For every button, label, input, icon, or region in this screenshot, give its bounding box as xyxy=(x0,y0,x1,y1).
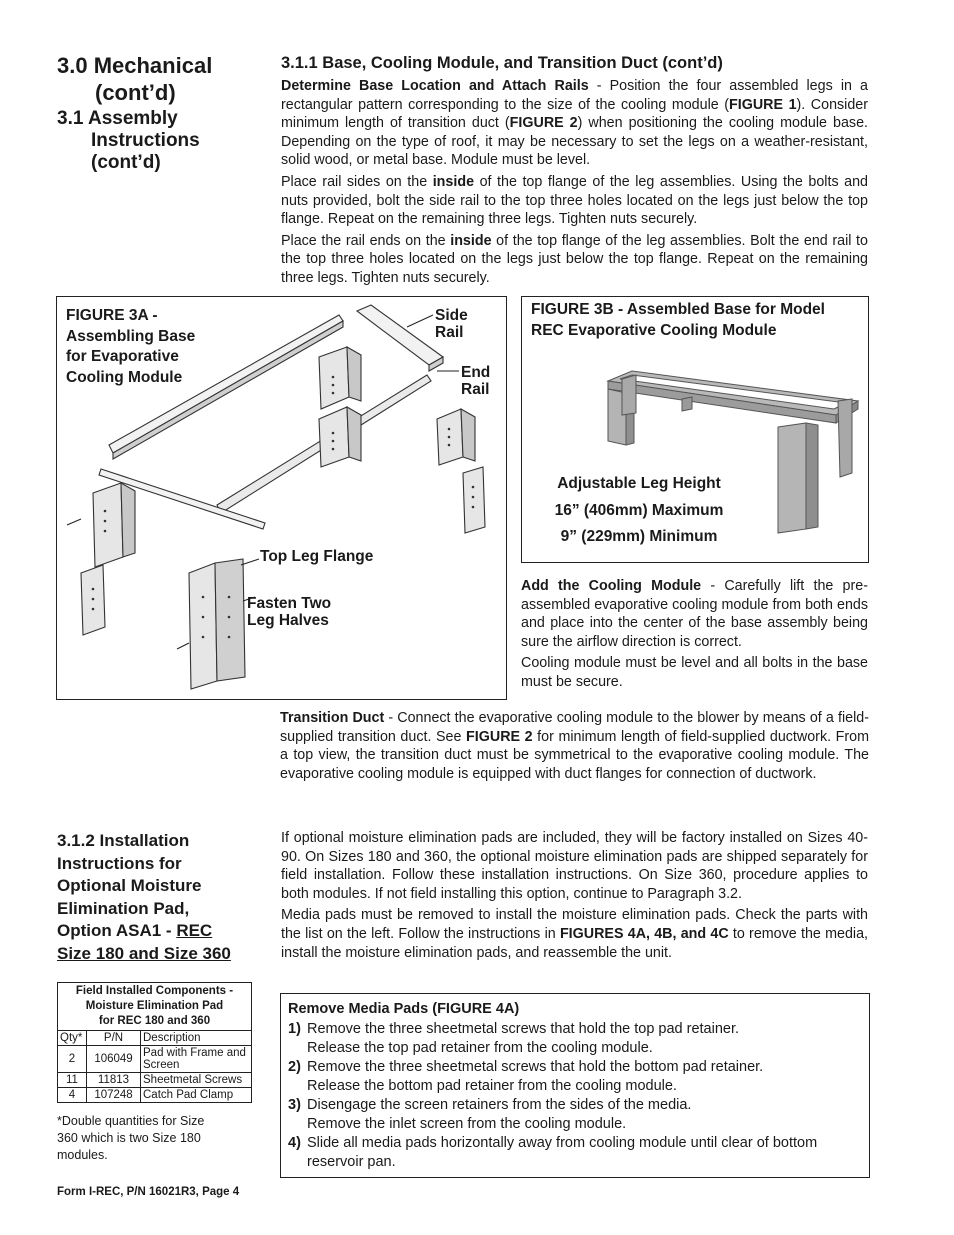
figure-3a xyxy=(56,296,507,700)
step-3-number: 3) xyxy=(288,1097,301,1113)
cooling-lead: Add the Cooling Module xyxy=(521,578,702,594)
note-line-1: *Double quantities for Size xyxy=(57,1114,205,1128)
rails-text-1: - Position the four assembled legs in a rectangular pattern corresponding to the size of the cooling module ( xyxy=(281,78,868,113)
moisture-paragraph-2 xyxy=(281,906,868,962)
fasten-label xyxy=(247,595,331,629)
leg-height-min: 9” (229mm) Minimum xyxy=(560,528,718,545)
fig3a-cap-2: Assembling Base xyxy=(66,327,196,345)
side-rail-long-1 xyxy=(109,315,343,453)
remove-media-pads-box xyxy=(280,993,870,1178)
subsection-312-heading xyxy=(57,830,231,966)
rails-paragraph-1 xyxy=(281,77,868,170)
moisture-text xyxy=(281,829,868,962)
table-row xyxy=(58,1046,252,1073)
sub312-rec: REC xyxy=(176,921,213,941)
transition-paragraph xyxy=(280,709,869,783)
step-1-number: 1) xyxy=(288,1021,301,1037)
step-3-continuation: Remove the inlet screen from the cooling module. xyxy=(307,1116,627,1132)
side-rail-label-2: Rail xyxy=(435,324,464,341)
side-rail-label xyxy=(435,307,468,341)
row3-pn: 107248 xyxy=(87,1088,141,1103)
section-heading xyxy=(57,52,212,106)
side-rail-label-1: Side xyxy=(435,307,468,324)
transition-text-1: - Connect the evaporative cooling module to the blower by means of a field-supplied transition duct. See xyxy=(280,710,869,745)
note-line-3: modules. xyxy=(57,1148,108,1162)
cooling-module-text xyxy=(521,577,868,692)
section-heading-line2: (cont’d) xyxy=(95,80,176,105)
rails-p3-a: Place the rail ends on the xyxy=(281,232,451,249)
leg-center xyxy=(189,559,245,689)
figure-3b xyxy=(521,296,869,563)
subsection-heading-line3: (cont’d) xyxy=(91,152,161,173)
parts-title-3: for REC 180 and 360 xyxy=(98,1015,211,1027)
base-assembly-drawing xyxy=(57,297,506,699)
transition-figure-ref: FIGURE 2 xyxy=(466,728,533,745)
row1-pn: 106049 xyxy=(87,1046,141,1073)
leg-4 xyxy=(463,467,485,533)
rails-p3-b: of the top flange of the leg assemblies. Bolt the end rail to the top three holes located on the legs just below the top flange. Repeat on the remaining three legs. Tighten nuts securely. xyxy=(281,232,868,286)
figure-2-ref: FIGURE 2 xyxy=(509,115,578,132)
sub312-line-1: 3.1.2 Installation xyxy=(57,831,190,850)
fig3a-cap-3: for Evaporative xyxy=(66,348,179,365)
end-rail-label-1: End xyxy=(461,364,491,381)
transition-text-2: for minimum length of field-supplied ductwork. From a top view, the transition duct must be symmetrical to the evaporative cooling module. The evaporative cooling module is equipped with duct flanges for connection of ductwork. xyxy=(280,728,869,782)
transition-lead: Transition Duct xyxy=(280,710,385,726)
inside-emphasis-2: inside xyxy=(450,232,492,249)
table-row xyxy=(58,1073,252,1088)
step-1 xyxy=(288,1020,860,1058)
leg-3 xyxy=(437,409,475,465)
page-footer: Form I-REC, P/N 16021R3, Page 4 xyxy=(57,1186,240,1198)
sub312-size: Size 180 and Size 360 xyxy=(57,943,231,963)
rails-paragraph-3 xyxy=(281,232,868,288)
leg-2 xyxy=(319,407,361,467)
leg-height-title: Adjustable Leg Height xyxy=(557,475,721,492)
photo-leg-front-right xyxy=(778,423,806,533)
rails-text-3: ) when positioning the cooling module base. Depending on the type of roof, it may be necessary to set the legs on a weather-resistant, solid wood, or metal base. Module must be level. xyxy=(281,115,868,169)
fig3b-cap-2: REC Evaporative Cooling Module xyxy=(531,321,777,339)
top-leg-flange-label: Top Leg Flange xyxy=(260,548,374,565)
rails-text-2: ). Consider minimum length of transition duct ( xyxy=(281,96,869,132)
leg-1 xyxy=(319,347,361,409)
step-2-text: Remove the three sheetmetal screws that hold the bottom pad retainer. xyxy=(307,1059,764,1075)
cooling-paragraph-2: Cooling module must be level and all bolts in the base must be secure. xyxy=(521,655,868,690)
cooling-text-1: - Carefully lift the pre-assembled evaporative cooling module from both ends and place into the center of the base assembly being sure the airflow direction is correct. xyxy=(521,578,868,650)
parts-table-title xyxy=(58,983,252,1031)
sub312-option: Option ASA1 - xyxy=(57,921,177,941)
step-1-continuation: Release the top pad retainer from the cooling module. xyxy=(307,1040,653,1056)
rails-paragraph-2 xyxy=(281,173,868,229)
subsection-heading-line2: Instructions xyxy=(91,130,200,151)
step-4 xyxy=(288,1134,860,1172)
inside-emphasis-1: inside xyxy=(432,173,475,190)
step-2-number: 2) xyxy=(288,1059,301,1075)
transition-duct-text xyxy=(280,709,869,783)
step-1-text: Remove the three sheetmetal screws that hold the top pad retainer. xyxy=(307,1021,740,1037)
rails-lead: Determine Base Location and Attach Rails xyxy=(281,78,589,94)
header-pn: P/N xyxy=(87,1031,141,1046)
step-4-number: 4) xyxy=(288,1135,301,1151)
leg-height-max: 16” (406mm) Maximum xyxy=(554,501,724,519)
sub312-line-4: Elimination Pad, xyxy=(57,898,190,918)
figures-4-ref: FIGURES 4A, 4B, and 4C xyxy=(559,925,729,942)
sub312-line-3: Optional Moisture xyxy=(57,876,202,896)
step-2-continuation: Release the bottom pad retainer from the cooling module. xyxy=(307,1078,677,1094)
photo-leg-back-left xyxy=(622,375,636,415)
row2-desc: Sheetmetal Screws xyxy=(141,1073,252,1088)
row3-qty: 4 xyxy=(58,1088,87,1103)
fasten-label-2: Leg Halves xyxy=(247,612,329,629)
rails-text xyxy=(281,77,868,288)
step-3 xyxy=(288,1096,860,1134)
remove-box-title: Remove Media Pads (FIGURE 4A) xyxy=(288,1001,520,1017)
leg-5 xyxy=(93,483,135,567)
parts-title-1: Field Installed Components - xyxy=(75,985,234,997)
row2-qty: 11 xyxy=(58,1073,87,1088)
parts-table-note xyxy=(57,1113,204,1164)
moisture-paragraph-1: If optional moisture elimination pads are included, they will be factory installed on Sizes 40-90. On Sizes 180 and 360, the optional moisture elimination pads are shipped separately for field installation. Follow these installation instructions. On Size 360, procedure applies to both modules. If not field installing this option, continue to Paragraph 3.2. xyxy=(281,830,868,902)
subsection-311-heading: 3.1.1 Base, Cooling Module, and Transition Duct (cont’d) xyxy=(281,54,723,72)
rails-p2-b: of the top flange of the leg assemblies. Using the bolts and nuts provided, bolt the side rail to the top three holes located on the legs just below the top flange. Repeat on the remaining three legs. Tighten nuts securely. xyxy=(281,173,869,228)
row1-desc: Pad with Frame and Screen xyxy=(141,1046,252,1073)
step-3-text: Disengage the screen retainers from the sides of the media. xyxy=(307,1097,692,1113)
note-line-2: 360 which is two Size 180 xyxy=(57,1131,201,1145)
parts-table xyxy=(57,982,252,1103)
parts-title-2: Moisture Elimination Pad xyxy=(85,1000,224,1012)
sub312-line-5 xyxy=(57,920,231,943)
figure-1-ref: FIGURE 1 xyxy=(729,96,797,113)
leg-height-label xyxy=(534,471,744,551)
row3-desc: Catch Pad Clamp xyxy=(141,1088,252,1103)
row2-pn: 11813 xyxy=(87,1073,141,1088)
row1-qty: 2 xyxy=(58,1046,87,1073)
rails-p2-a: Place rail sides on the xyxy=(281,173,433,190)
step-2 xyxy=(288,1058,860,1096)
moisture-p2-a: Media pads must be removed to install the moisture elimination pads. Check the parts with the list on the left. Follow the instructions in xyxy=(281,907,868,942)
cooling-paragraph-1 xyxy=(521,577,868,651)
header-description: Description xyxy=(141,1031,252,1046)
step-4-text: Slide all media pads horizontally away from cooling module until clear of bottom xyxy=(307,1135,818,1151)
sub312-line-2: Instructions for xyxy=(57,853,182,873)
end-rail-label-2: Rail xyxy=(461,381,490,398)
subsection-heading xyxy=(57,108,200,174)
fasten-label-1: Fasten Two xyxy=(247,595,332,612)
table-row xyxy=(58,1088,252,1103)
fig3b-cap-1: FIGURE 3B - Assembled Base for Model xyxy=(531,301,825,318)
moisture-p2-b: to remove the media, install the moisture elimination pads, and reassemble the unit. xyxy=(281,925,868,961)
section-heading-line1: 3.0 Mechanical xyxy=(57,53,213,78)
header-qty: Qty* xyxy=(58,1031,87,1046)
step-4-continuation: reservoir pan. xyxy=(307,1154,396,1170)
photo-leg-back-right xyxy=(838,399,852,477)
subsection-heading-line1: 3.1 Assembly xyxy=(57,108,178,129)
fig3a-cap-4: Cooling Module xyxy=(66,368,183,386)
side-rail-short xyxy=(357,305,443,365)
fig3a-cap-1: FIGURE 3A - xyxy=(66,307,158,324)
end-rail-label xyxy=(461,364,490,398)
